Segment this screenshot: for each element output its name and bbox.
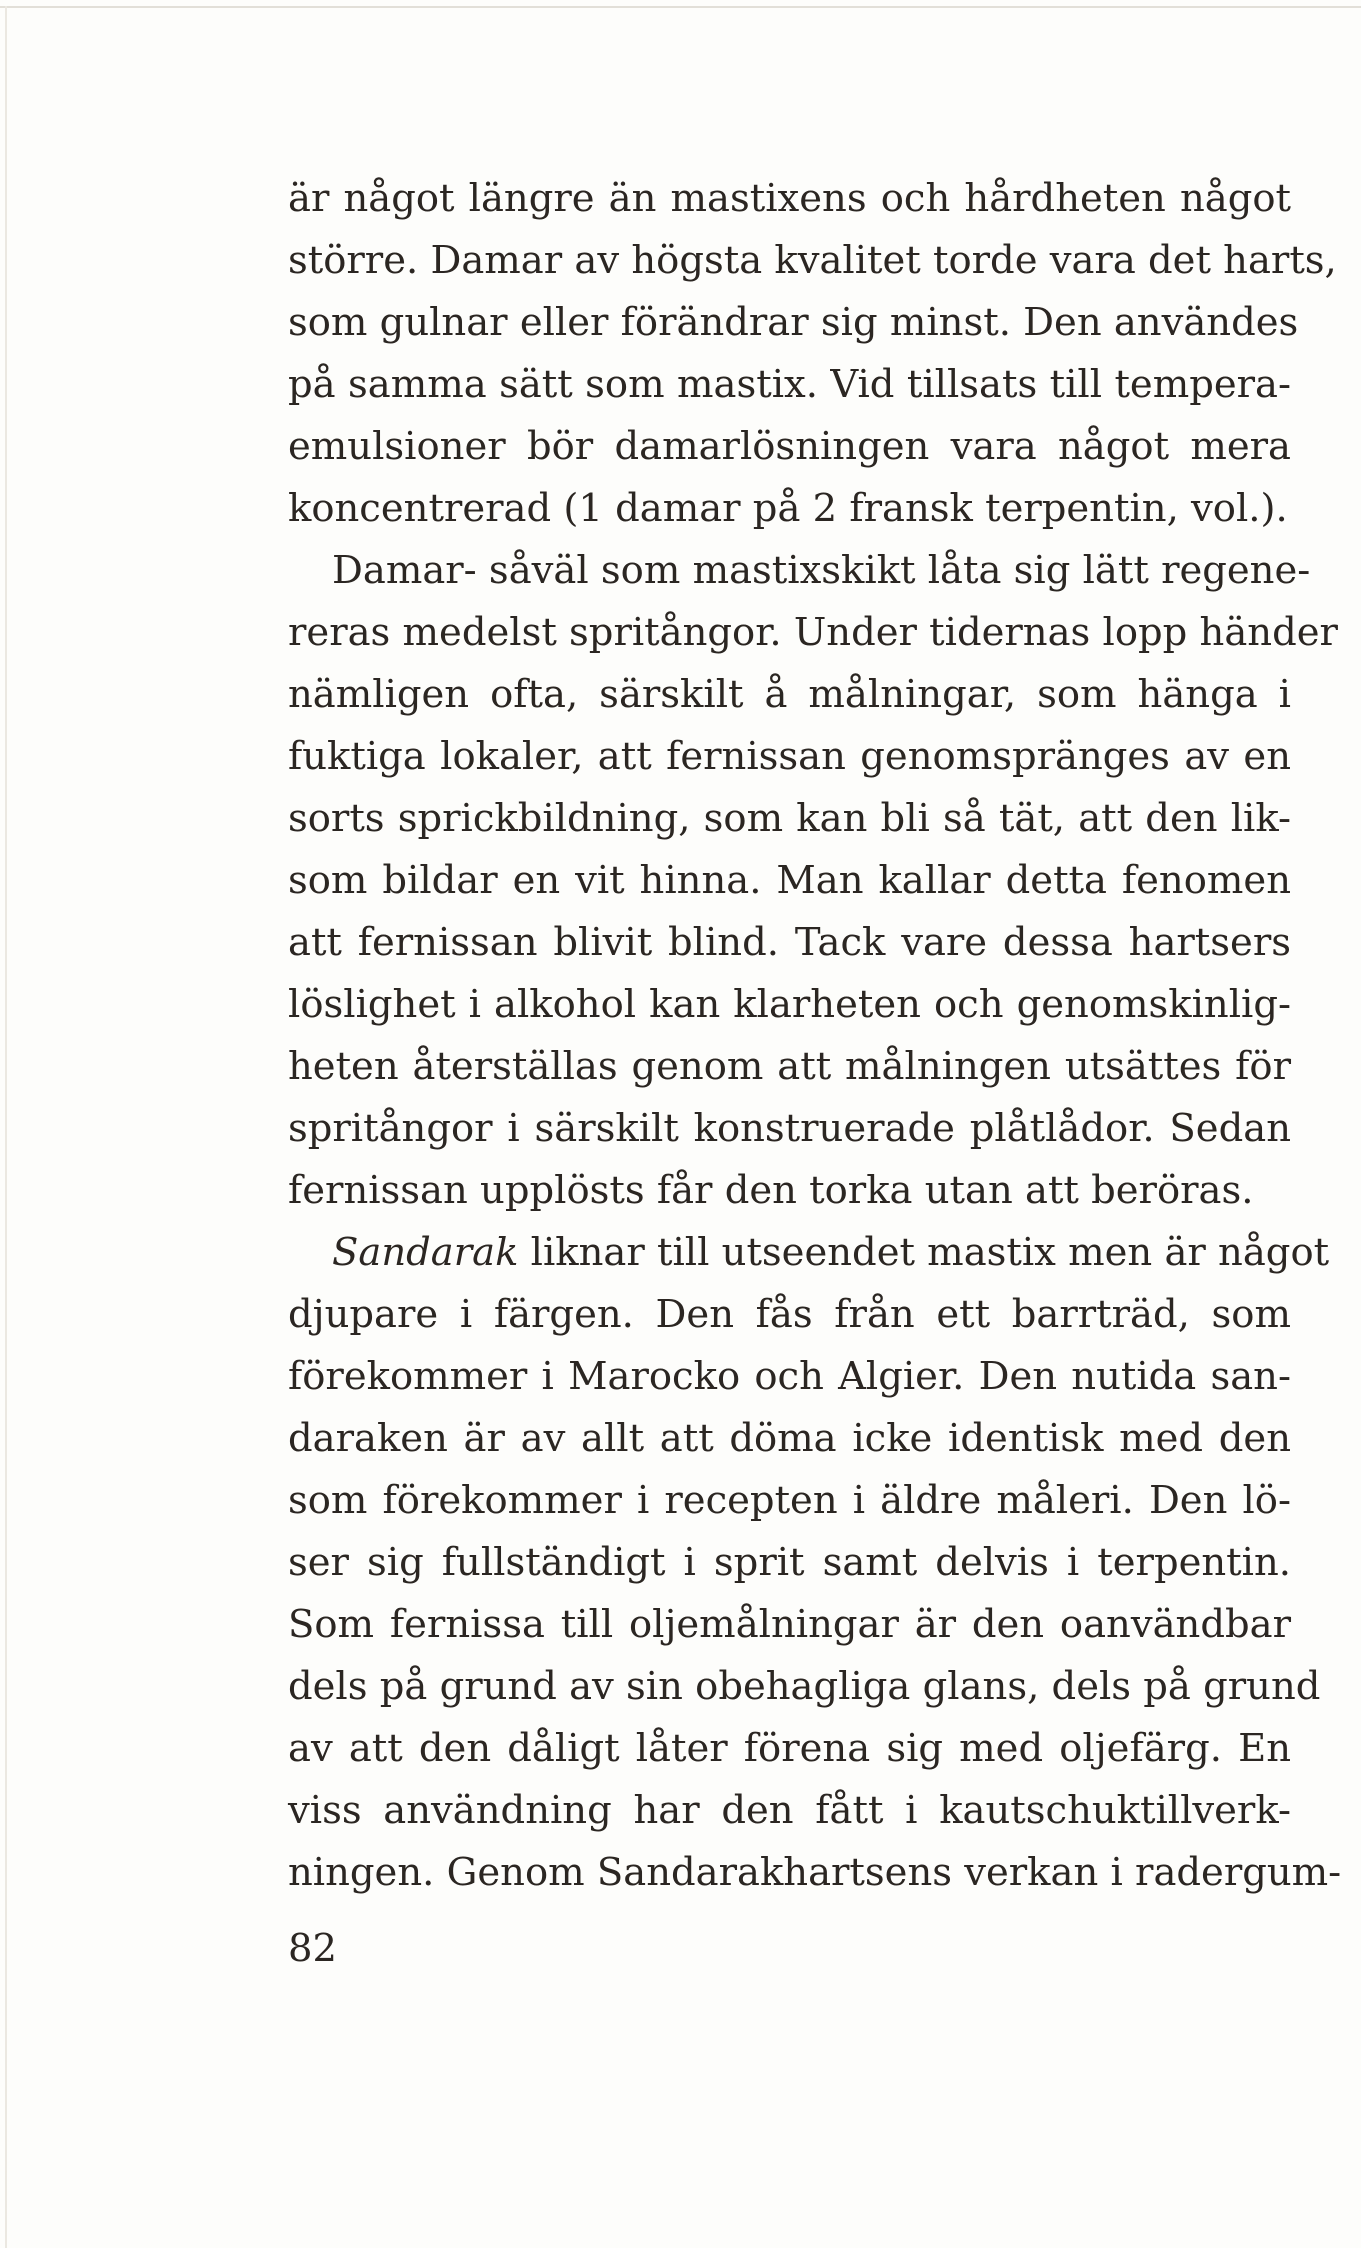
text-line: som gulnar eller förändrar sig minst. Den användes [288, 300, 1299, 345]
text-line: reras medelst spritångor. Under tidernas lopp händer [288, 610, 1338, 655]
text-line: dels på grund av sin obehagliga glans, dels på grund [288, 1664, 1321, 1709]
text-line: är något längre än mastixens och hårdheten något [288, 176, 1291, 221]
text-line: Som fernissa till oljemålningar är den oanvändbar [288, 1602, 1291, 1647]
text-line: som förekommer i recepten i äldre måleri. Den lö- [288, 1478, 1291, 1523]
text-line: på samma sätt som mastix. Vid tillsats till tempera- [288, 362, 1291, 407]
text-line: daraken är av allt att döma icke identisk med den [288, 1416, 1291, 1461]
text-fragment: liknar till utseendet mastix men är något [518, 1230, 1330, 1275]
text-line: förekommer i Marocko och Algier. Den nutida san- [288, 1354, 1291, 1399]
text-line: heten återställas genom att målningen utsättes för [288, 1044, 1291, 1089]
paragraph-start-line: Damar- såväl som mastixskikt låta sig lätt regene- [332, 548, 1311, 593]
text-line: koncentrerad (1 damar på 2 fransk terpentin, vol.). [288, 486, 1288, 531]
text-line: större. Damar av högsta kvalitet torde vara det harts, [288, 238, 1337, 283]
text-line: av att den dåligt låter förena sig med oljefärg. En [288, 1726, 1291, 1771]
paragraph-start-line [288, 1222, 1330, 1284]
page-top-edge [0, 6, 1361, 8]
text-line: ser sig fullständigt i sprit samt delvis i terpentin. [288, 1540, 1291, 1585]
text-line: emulsioner bör damarlösningen vara något mera [288, 424, 1291, 469]
text-line: nämligen ofta, särskilt å målningar, som hänga i [288, 672, 1291, 717]
text-line: ningen. Genom Sandarakhartsens verkan i radergum- [288, 1850, 1342, 1895]
italic-term: Sandarak [332, 1230, 519, 1275]
text-line: löslighet i alkohol kan klarheten och genomskinlig- [288, 982, 1291, 1027]
text-line: fernissan upplösts får den torka utan att beröras. [288, 1168, 1254, 1213]
body-text [288, 168, 1342, 1904]
text-line: fuktiga lokaler, att fernissan genomspränges av en [288, 734, 1291, 779]
page-number: 82 [288, 1926, 337, 1971]
text-line: som bildar en vit hinna. Man kallar detta fenomen [288, 858, 1291, 903]
text-line: djupare i färgen. Den fås från ett barrträd, som [288, 1292, 1291, 1337]
text-line: sorts sprickbildning, som kan bli så tät, att den lik- [288, 796, 1291, 841]
text-line: att fernissan blivit blind. Tack vare dessa hartsers [288, 920, 1291, 965]
text-line: spritångor i särskilt konstruerade plåtlådor. Sedan [288, 1106, 1291, 1151]
text-line: viss användning har den fått i kautschuktillverk- [288, 1788, 1291, 1833]
page-left-edge [5, 6, 7, 2248]
